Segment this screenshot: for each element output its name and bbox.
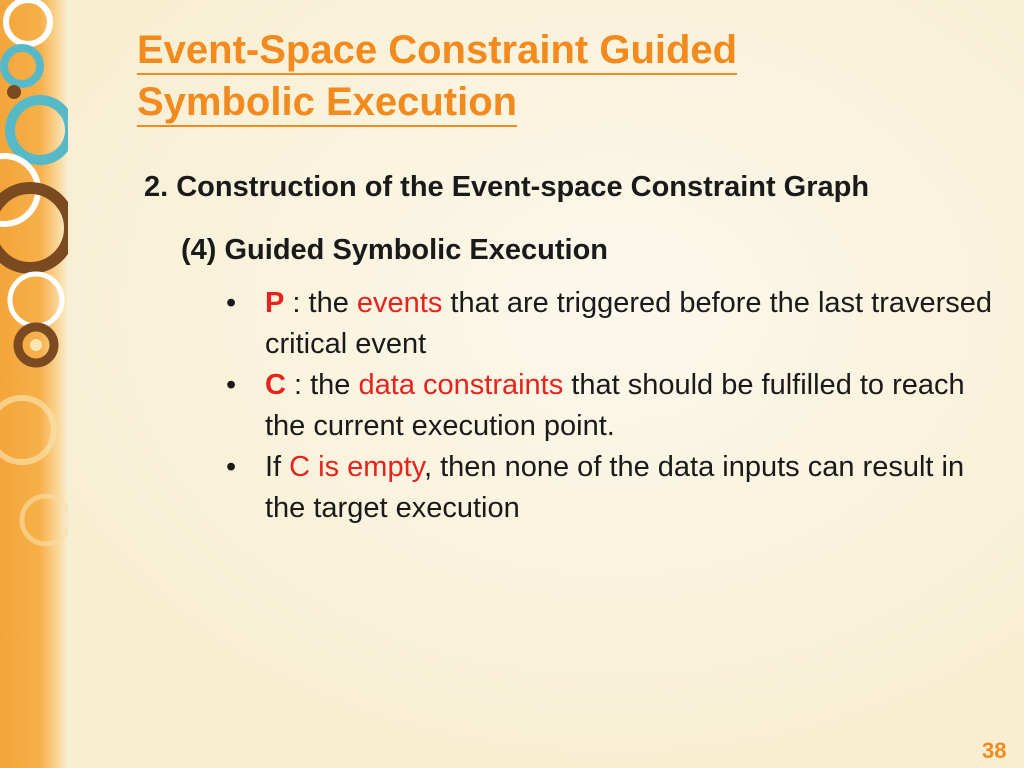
bullet-highlight: events [356, 287, 443, 319]
slide-title-line-1: Event-Space Constraint Guided [137, 27, 737, 75]
bullet-highlight: C is empty [289, 451, 424, 483]
bullet-item-p [226, 283, 1006, 365]
bullet-text: that are triggered before the last traversed critical event [265, 287, 993, 360]
dot-icon [7, 85, 21, 99]
dot-icon [30, 339, 42, 351]
bullet-term: C [265, 369, 286, 401]
bullet-text: , then none of the data inputs can result in the target execution [265, 451, 965, 524]
bullet-marker: • [226, 369, 237, 401]
bullet-list [226, 283, 1006, 529]
bullet-highlight: data constraints [358, 369, 564, 401]
bullet-marker: • [226, 451, 237, 483]
section-heading: 2. Construction of the Event-space Constraint Graph [144, 171, 870, 203]
circle-ring-icon [4, 48, 40, 84]
slide-title [137, 24, 837, 128]
section-subheading: (4) Guided Symbolic Execution [181, 234, 609, 266]
bullet-term: P [265, 287, 285, 319]
circle-ring-icon [6, 0, 50, 44]
bullet-item-if [226, 447, 1006, 529]
page-number: 38 [982, 738, 1007, 763]
slide-title-line-2: Symbolic Execution [137, 79, 517, 127]
circle-ring-icon [10, 274, 62, 326]
circle-ring-icon [22, 496, 68, 544]
decorative-circles [0, 0, 68, 768]
circle-ring-icon [0, 398, 54, 462]
bullet-text: If [265, 451, 290, 483]
bullet-text: : the [284, 287, 357, 319]
bullet-text: that should be fulfilled to reach the current execution point. [265, 369, 965, 442]
circle-ring-icon [10, 100, 68, 160]
bullet-text: : the [285, 369, 359, 401]
bullet-item-c [226, 365, 1006, 447]
decorative-side-stripe [0, 0, 68, 768]
bullet-marker: • [226, 287, 237, 319]
